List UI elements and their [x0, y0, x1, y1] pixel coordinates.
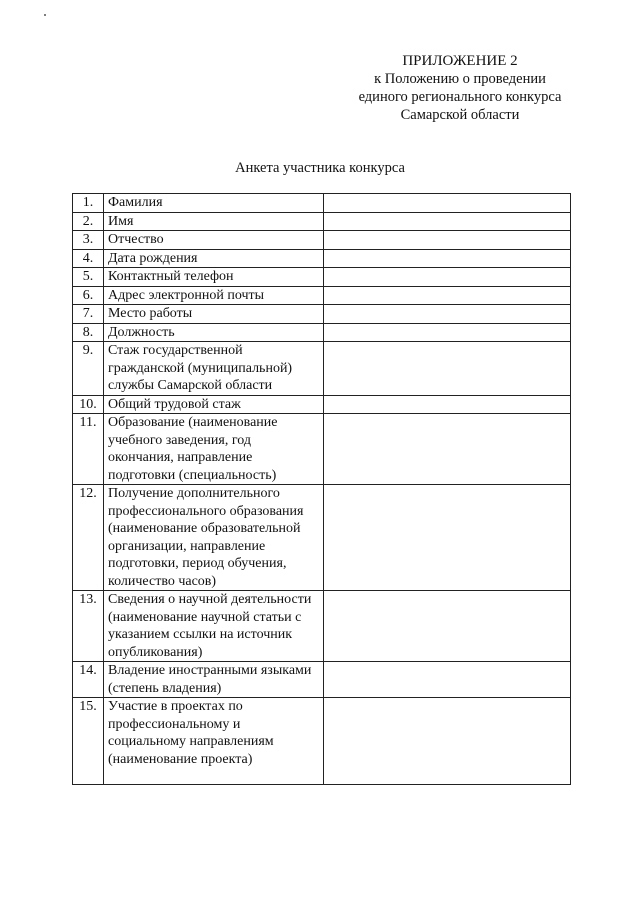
questionnaire-table — [72, 193, 571, 785]
row-number: 5. — [73, 268, 104, 287]
row-value-cell[interactable] — [324, 485, 571, 591]
table-row — [73, 662, 571, 698]
table-row — [73, 268, 571, 287]
row-number: 7. — [73, 305, 104, 324]
row-label: Владение иностранными языками (степень владения) — [104, 662, 324, 698]
row-value-cell[interactable] — [324, 342, 571, 396]
table-row — [73, 249, 571, 268]
row-label: Имя — [104, 212, 324, 231]
row-number: 4. — [73, 249, 104, 268]
scan-speck — [44, 14, 46, 16]
row-label: Место работы — [104, 305, 324, 324]
row-number: 8. — [73, 323, 104, 342]
appendix-line-2: единого регионального конкурса — [358, 89, 562, 105]
row-number: 2. — [73, 212, 104, 231]
row-value-cell[interactable] — [324, 249, 571, 268]
table-row — [73, 395, 571, 414]
row-number: 11. — [73, 414, 104, 485]
row-label: Стаж государственной гражданской (муниципальной) службы Самарской области — [104, 342, 324, 396]
row-number: 1. — [73, 194, 104, 213]
appendix-line-3: Самарской области — [400, 107, 520, 123]
table-row — [73, 414, 571, 485]
row-number: 6. — [73, 286, 104, 305]
table-row — [73, 194, 571, 213]
table-row — [73, 698, 571, 785]
row-label: Контактный телефон — [104, 268, 324, 287]
row-label: Фамилия — [104, 194, 324, 213]
row-number: 15. — [73, 698, 104, 785]
row-value-cell[interactable] — [324, 591, 571, 662]
row-value-cell[interactable] — [324, 414, 571, 485]
row-value-cell[interactable] — [324, 662, 571, 698]
row-value-cell[interactable] — [324, 395, 571, 414]
row-number: 10. — [73, 395, 104, 414]
appendix-header — [340, 52, 580, 124]
form-title: Анкета участника конкурса — [235, 160, 405, 176]
table-row — [73, 231, 571, 250]
row-value-cell[interactable] — [324, 231, 571, 250]
row-label: Общий трудовой стаж — [104, 395, 324, 414]
row-value-cell[interactable] — [324, 698, 571, 785]
row-number: 14. — [73, 662, 104, 698]
table-row — [73, 212, 571, 231]
row-label: Сведения о научной деятельности (наименование научной статьи с указанием ссылки на источник опубликования) — [104, 591, 324, 662]
appendix-title: ПРИЛОЖЕНИЕ 2 — [402, 53, 518, 69]
row-label: Отчество — [104, 231, 324, 250]
row-number: 13. — [73, 591, 104, 662]
row-value-cell[interactable] — [324, 268, 571, 287]
table-row — [73, 286, 571, 305]
row-label: Должность — [104, 323, 324, 342]
table-row — [73, 591, 571, 662]
appendix-line-1: к Положению о проведении — [374, 71, 546, 87]
table-row — [73, 485, 571, 591]
row-value-cell[interactable] — [324, 194, 571, 213]
table-row — [73, 305, 571, 324]
row-label: Получение дополнительного профессионального образования (наименование образовательной организации, направление подготовки, период обучения, количество часов) — [104, 485, 324, 591]
row-value-cell[interactable] — [324, 212, 571, 231]
row-number: 12. — [73, 485, 104, 591]
row-value-cell[interactable] — [324, 323, 571, 342]
row-label: Адрес электронной почты — [104, 286, 324, 305]
row-value-cell[interactable] — [324, 305, 571, 324]
table-row — [73, 323, 571, 342]
row-label: Образование (наименование учебного заведения, год окончания, направление подготовки (специальность) — [104, 414, 324, 485]
row-number: 9. — [73, 342, 104, 396]
row-value-cell[interactable] — [324, 286, 571, 305]
row-label: Дата рождения — [104, 249, 324, 268]
row-label: Участие в проектах по профессиональному и социальному направлениям (наименование проекта) — [104, 698, 324, 785]
table-row — [73, 342, 571, 396]
row-number: 3. — [73, 231, 104, 250]
